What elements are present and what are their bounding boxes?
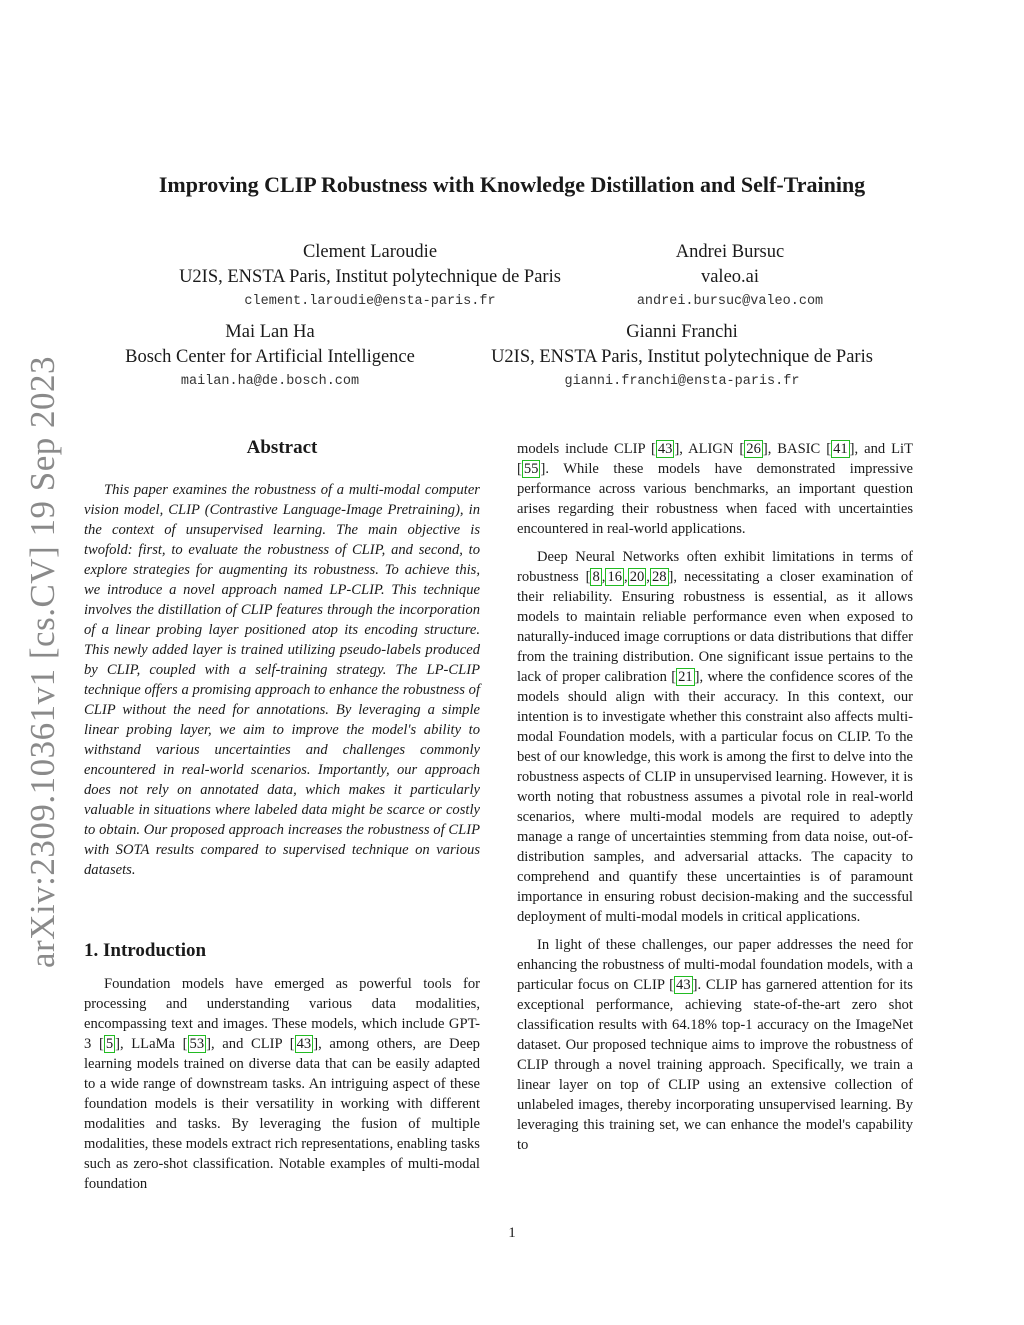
author-name: Andrei Bursuc xyxy=(675,242,785,262)
author-name: Mai Lan Ha xyxy=(225,322,315,342)
citation-link[interactable]: 53 xyxy=(189,1036,205,1052)
author-affiliation: U2IS, ENSTA Paris, Institut polytechnique de Paris xyxy=(491,347,873,367)
author-name: Gianni Franchi xyxy=(626,322,738,342)
citation-link[interactable]: 41 xyxy=(833,441,848,457)
author-affiliation: Bosch Center for Artificial Intelligence xyxy=(125,347,415,367)
author-email[interactable]: mailan.ha@de.bosch.com xyxy=(180,374,360,389)
author-1 xyxy=(160,240,580,314)
citation-link[interactable]: 43 xyxy=(296,1036,312,1052)
author-affiliation: valeo.ai xyxy=(700,267,760,287)
arxiv-identifier-text: arXiv:2309.10361v1 [cs.CV] 19 Sep 2023 xyxy=(23,355,63,969)
author-name: Clement Laroudie xyxy=(302,242,438,262)
author-2 xyxy=(600,240,860,314)
intro-paragraph-1: Foundation models have emerged as powerful tools for processing and understanding various data modalities, encompassing text and images. These models, which include GPT-3 [ 5 ], LLaMa [ 53 ], and CLIP [ 43 ], among others, are Deep learning models trained on diverse data that can be easily adapted to a wide range of downstream tasks. An intriguing aspect of these foundation models is their versatility in working with different modalities and tasks. By leveraging the fusion of multiple modalities, these models extract rich representations, enabling tasks such as zero-shot classification. Notable examples of multi-modal foundation xyxy=(84,976,480,1192)
abstract-body xyxy=(84,480,480,880)
citation-link[interactable]: 55 xyxy=(523,461,539,477)
citation-link[interactable]: 16 xyxy=(607,569,623,585)
citation-link[interactable]: 5 xyxy=(105,1036,114,1052)
arxiv-identifier xyxy=(23,352,63,972)
citation-link[interactable]: 28 xyxy=(651,569,667,585)
citation-link[interactable]: 20 xyxy=(629,569,645,585)
citation-link[interactable]: 43 xyxy=(676,977,691,993)
author-email[interactable]: clement.laroudie@ensta-paris.fr xyxy=(244,294,496,309)
intro-left-column xyxy=(84,974,480,1194)
citation-link[interactable]: 43 xyxy=(657,441,673,457)
citation-link[interactable]: 21 xyxy=(678,669,693,685)
introduction-heading: 1. Introduction xyxy=(84,940,207,961)
right-column xyxy=(517,439,913,1155)
author-email[interactable]: andrei.bursuc@valeo.com xyxy=(636,294,824,309)
paper-title: Improving CLIP Robustness with Knowledge Distillation and Self-Training xyxy=(158,172,866,197)
abstract-text: This paper examines the robustness of a multi-modal computer vision model, CLIP (Contrastive Language-Image Pretraining), in the context of unsupervised learning. The main objective is twofold: first, to evaluate the robustness of CLIP, and second, to explore strategies for augmenting its robustness. To achieve this, we introduce a novel approach named LP-CLIP. This technique involves the distillation of CLIP features through the incorporation of a linear probing layer positioned atop its encoding structure. This newly added layer is trained utilizing pseudo-labels produced by CLIP, coupled with a self-training strategy. The LP-CLIP technique offers a promising approach to enhance the robustness of CLIP without the need for annotations. By leveraging a simple linear probing layer, we aim to improve the model's ability to withstand various uncertainties and challenges commonly encountered in real-world scenarios. Importantly, our approach does not rely on annotated data, which makes it particularly valuable in situations where labeled data might be scarce or costly to obtain. Our proposed approach increases the robustness of CLIP with SOTA results compared to supervised technique on various datasets. xyxy=(84,482,480,878)
intro-paragraph-3: In light of these challenges, our paper addresses the need for enhancing the robustness of multi-modal foundation models, with a particular focus on CLIP [ 43 ]. CLIP has garnered attention for its exceptional performance, achieving state-of-the-art zero shot classification results with 64.18% top-1 accuracy on the ImageNet dataset. Our proposed technique aims to improve the robustness of CLIP through a novel training approach. Specifically, we train a linear layer on top of CLIP using an extensive collection of unlabeled images, thereby incorporating unsupervised learning. By leveraging this training set, we can enhance the model's capability to xyxy=(517,937,913,1153)
author-email[interactable]: gianni.franchi@ensta-paris.fr xyxy=(564,374,800,389)
intro-paragraph-2: Deep Neural Networks often exhibit limitations in terms of robustness [ 8 , 16 , 20 , 28 ], necessitating a closer examination of their reliability. Ensuring robustness is essential, as it allows models to maintain reliable performance even when exposed to naturally-induced image corruptions or data distributions that differ from the training distribution. One significant issue pertains to the lack of proper calibration [ 21 ], where the confidence scores of the models should align with their accuracy. In this context, our intention is to investigate whether this constraint also affects multi-modal Foundation models, with a particular focus on CLIP. To the best of our knowledge, this work is among the first to delve into the robustness aspects of CLIP in unsupervised learning. However, it is worth noting that robustness assumes a pivotal role in real-world scenarios, where multi-modal models are required to adeptly manage a range of uncertainties stemming from data noise, out-of-distribution samples, and adversarial attacks. The capacity to comprehend and quantify these uncertainties is of paramount importance in ensuring robust decision-making and the successful deployment of multi-modal models in critical applications. xyxy=(517,549,913,925)
citation-link[interactable]: 26 xyxy=(746,441,761,457)
author-4 xyxy=(462,320,902,394)
author-3 xyxy=(100,320,440,394)
page-number: 1 xyxy=(508,1225,516,1241)
intro-paragraph-continued: models include CLIP [ 43 ], ALIGN [ 26 ], BASIC [ 41 ], and LiT [ 55 ]. While these models have demonstrated impressive performance across various benchmarks, an important question arises regarding their robustness when faced with uncertainties encountered in real-world applications. xyxy=(517,441,913,537)
citation-link[interactable]: 8 xyxy=(592,569,600,585)
author-affiliation: U2IS, ENSTA Paris, Institut polytechnique de Paris xyxy=(179,267,561,287)
abstract-heading: Abstract xyxy=(246,437,318,458)
